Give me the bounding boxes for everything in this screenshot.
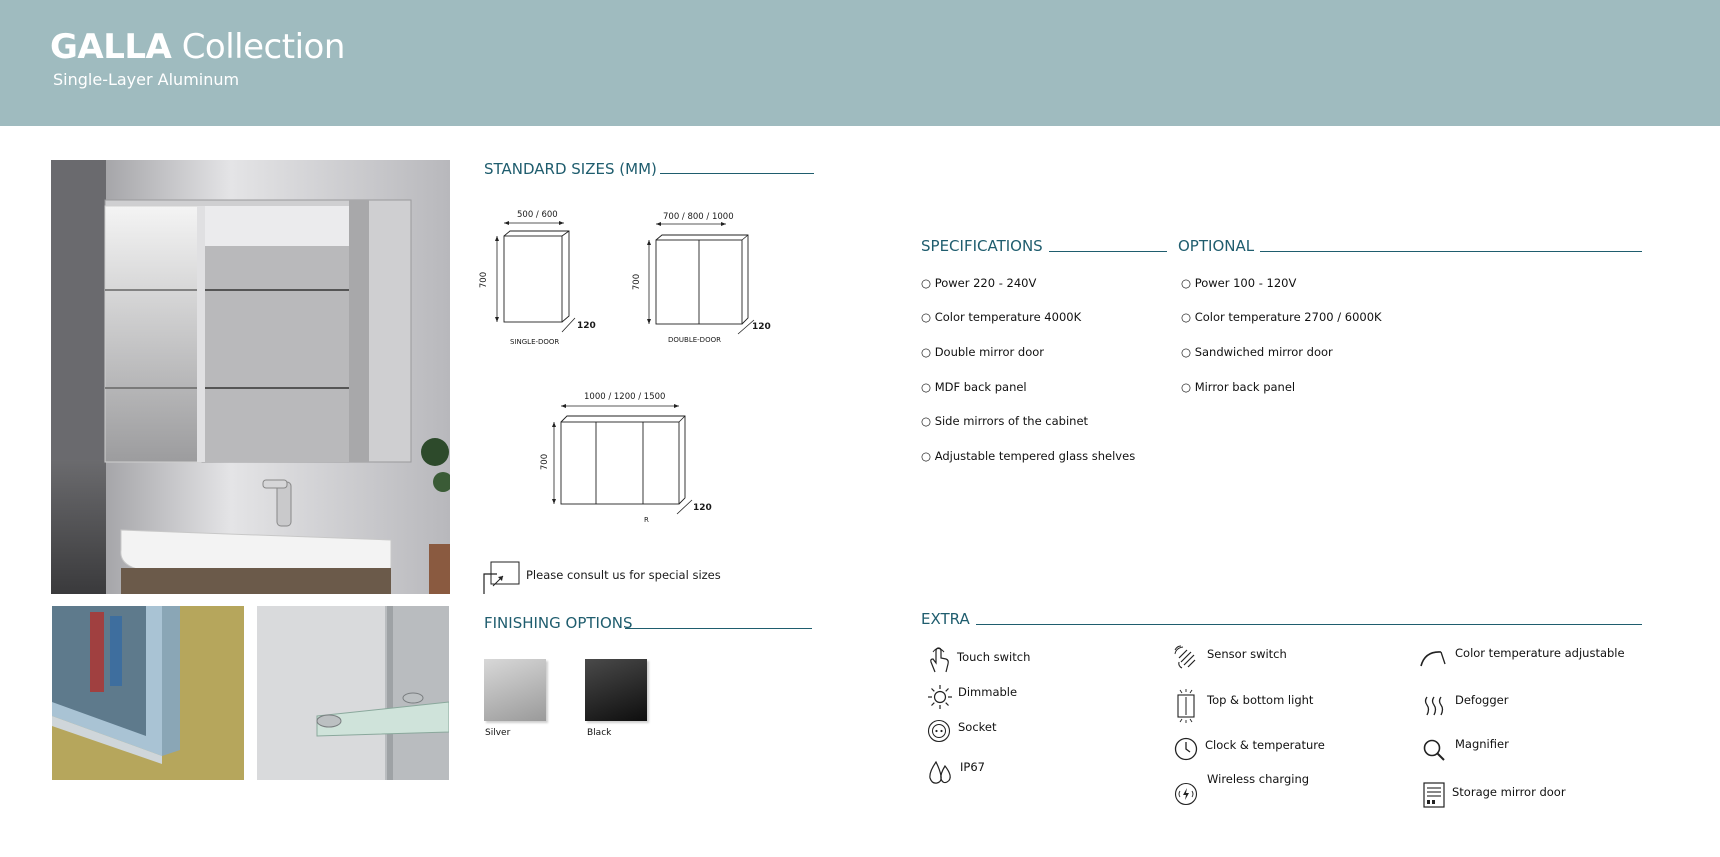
- extra-clock-temperature: Clock & temperature: [1205, 738, 1325, 752]
- collection-word: Collection: [181, 27, 345, 67]
- spec-item: ○ Double mirror door: [921, 345, 1045, 359]
- swatch-silver-label: Silver: [485, 728, 511, 738]
- swatch-black[interactable]: [585, 659, 647, 721]
- extra-title: EXTRA: [921, 610, 970, 628]
- single-width-label: 500 / 600: [517, 210, 558, 220]
- triple-door-label: R: [644, 516, 649, 524]
- specifications-rule: [1049, 251, 1167, 252]
- double-width-label: 700 / 800 / 1000: [663, 212, 734, 222]
- single-depth-label: 120: [577, 321, 596, 331]
- extra-magnifier: Magnifier: [1455, 737, 1509, 751]
- extra-storage-mirror-door: Storage mirror door: [1452, 785, 1566, 799]
- standard-sizes-rule: [660, 173, 814, 174]
- extra-ip67: IP67: [960, 760, 985, 774]
- spec-item: ○ Adjustable tempered glass shelves: [921, 449, 1136, 463]
- optional-item: ○ Color temperature 2700 / 6000K: [1181, 310, 1382, 324]
- standard-sizes-title: STANDARD SIZES (MM): [484, 160, 657, 178]
- extra-rule: [976, 624, 1642, 625]
- triple-width-label: 1000 / 1200 / 1500: [584, 392, 666, 402]
- triple-door-diagram: [540, 390, 710, 520]
- swatch-silver[interactable]: [484, 659, 546, 721]
- extra-defogger: Defogger: [1455, 693, 1509, 707]
- triple-height-label: 700: [540, 453, 551, 471]
- double-depth-label: 120: [752, 322, 771, 332]
- optional-rule: [1260, 251, 1642, 252]
- extra-wireless-charging: Wireless charging: [1207, 772, 1310, 786]
- socket-icon: [927, 719, 951, 743]
- finishing-options-title: FINISHING OPTIONS: [484, 614, 633, 632]
- spec-item: ○ MDF back panel: [921, 380, 1027, 394]
- extra-dimmable: Dimmable: [958, 685, 1018, 699]
- finishing-options-rule: [625, 628, 812, 629]
- arc-dial-icon: [1419, 648, 1447, 668]
- spec-item: ○ Power 220 - 240V: [921, 276, 1037, 290]
- extra-sensor-switch: Sensor switch: [1207, 647, 1287, 661]
- touch-icon: [927, 646, 951, 674]
- double-door-diagram: [630, 210, 760, 340]
- spec-item: ○ Color temperature 4000K: [921, 310, 1082, 324]
- optional-item: ○ Power 100 - 120V: [1181, 276, 1297, 290]
- main-product-photo: [51, 160, 450, 594]
- detail-photo-shelf: [257, 606, 449, 780]
- extra-top-bottom-light: Top & bottom light: [1207, 693, 1314, 707]
- clock-icon: [1174, 737, 1198, 761]
- extra-color-temperature-adjustable: Color temperature adjustable: [1455, 646, 1625, 660]
- single-height-label: 700: [479, 271, 490, 289]
- custom-size-icon: [483, 561, 521, 595]
- wireless-charging-icon: [1174, 782, 1198, 806]
- optional-item: ○ Mirror back panel: [1181, 380, 1296, 394]
- storage-door-icon: [1422, 782, 1446, 808]
- light-panel-icon: [1173, 688, 1199, 724]
- swatch-black-label: Black: [587, 728, 612, 738]
- optional-item: ○ Sandwiched mirror door: [1181, 345, 1333, 359]
- water-drops-icon: [927, 758, 953, 786]
- double-door-label: DOUBLE-DOOR: [668, 336, 721, 344]
- extra-socket: Socket: [958, 720, 997, 734]
- special-sizes-note: Please consult us for special sizes: [526, 568, 721, 582]
- single-door-label: SINGLE-DOOR: [510, 338, 560, 346]
- heat-waves-icon: [1422, 694, 1446, 718]
- optional-title: OPTIONAL: [1178, 237, 1255, 255]
- detail-photo-frame: [52, 606, 244, 780]
- triple-depth-label: 120: [693, 503, 712, 513]
- double-height-label: 700: [632, 273, 643, 291]
- hand-wave-icon: [1173, 644, 1201, 672]
- spec-item: ○ Side mirrors of the cabinet: [921, 414, 1089, 428]
- page-subtitle: Single-Layer Aluminum: [53, 70, 240, 89]
- extra-touch-switch: Touch switch: [957, 650, 1031, 664]
- magnifier-icon: [1422, 738, 1446, 762]
- page-title: [50, 27, 345, 67]
- sun-icon: [927, 684, 953, 710]
- brand-name: GALLA: [50, 27, 172, 67]
- specifications-title: SPECIFICATIONS: [921, 237, 1043, 255]
